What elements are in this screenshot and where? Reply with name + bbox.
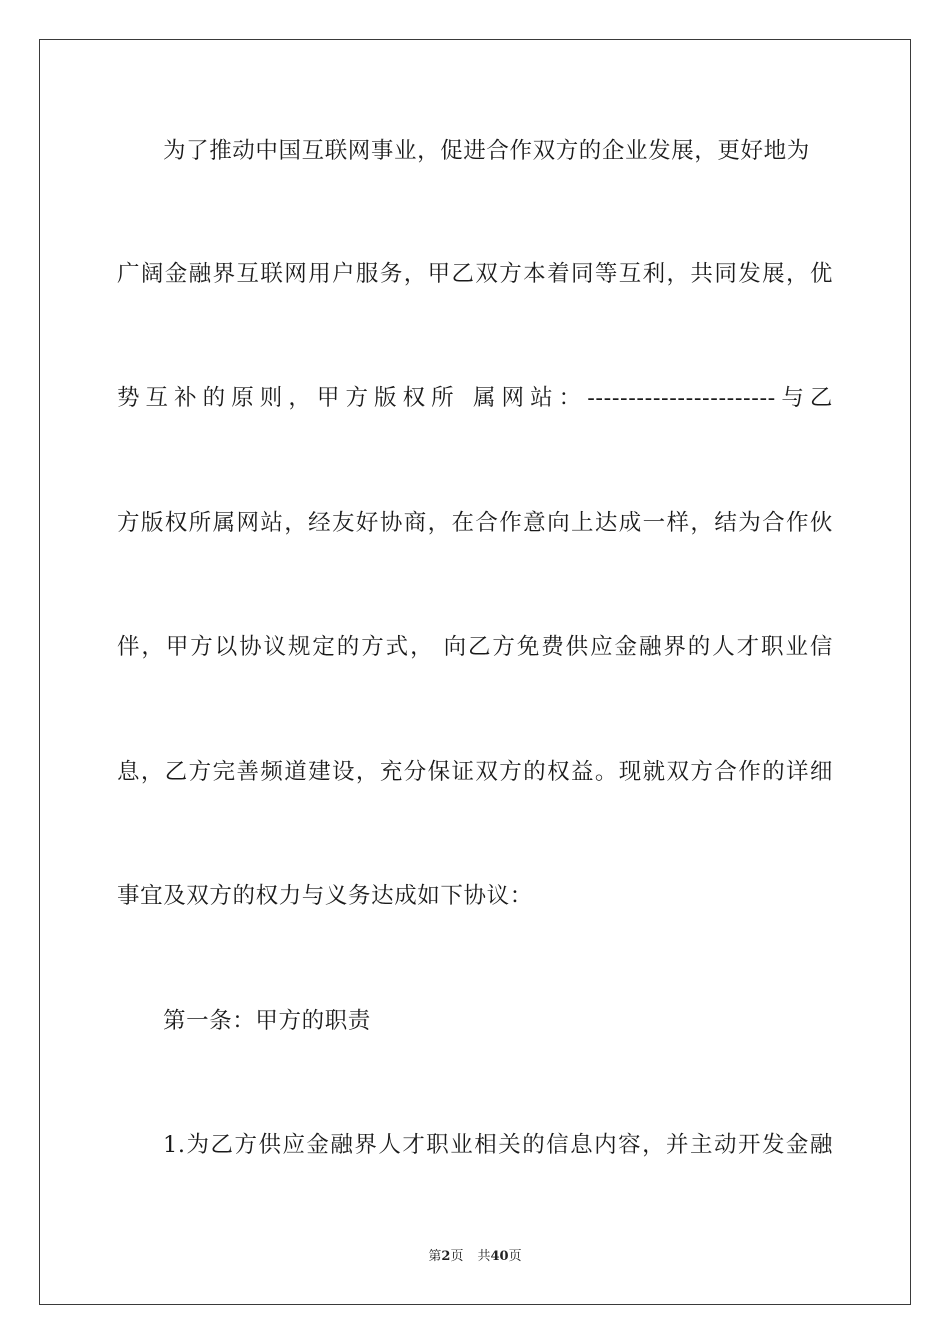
page-footer	[0, 1245, 950, 1264]
paragraph-line-2: 广阔金融界互联网用户服务，甲乙双方本着同等互利，共同发展，优	[117, 261, 833, 287]
footer-page-suffix: 页	[450, 1249, 464, 1264]
paragraph-line-7: 事宜及双方的权力与义务达成如下协议：	[117, 883, 533, 909]
paragraph-line-4: 方版权所属网站，经友好协商，在合作意向上达成一样，结为合作伙	[117, 510, 833, 536]
article-heading: 第一条：甲方的职责	[163, 1008, 371, 1034]
paragraph-line-6: 息，乙方完善频道建设，充分保证双方的权益。现就双方合作的详细	[117, 759, 833, 785]
item-1-line: 1.为乙方供应金融界人才职业相关的信息内容，并主动开发金融	[163, 1132, 833, 1158]
paragraph-line-1: 为了推动中国互联网事业，促进合作双方的企业发展，更好地为	[163, 138, 810, 164]
footer-total-prefix: 共	[477, 1249, 491, 1264]
footer-prefix: 第	[428, 1249, 442, 1264]
footer-page-number: 2	[441, 1249, 451, 1264]
paragraph-line-5: 伴，甲方以协议规定的方式， 向乙方免费供应金融界的人才职业信	[117, 634, 833, 660]
page-border	[39, 39, 911, 1305]
paragraph-line-3: 势互补的原则，甲方版权所 属网站：-----------------------与乙	[117, 385, 833, 411]
footer-total-suffix: 页	[508, 1249, 522, 1264]
footer-total-pages: 40	[490, 1249, 509, 1264]
